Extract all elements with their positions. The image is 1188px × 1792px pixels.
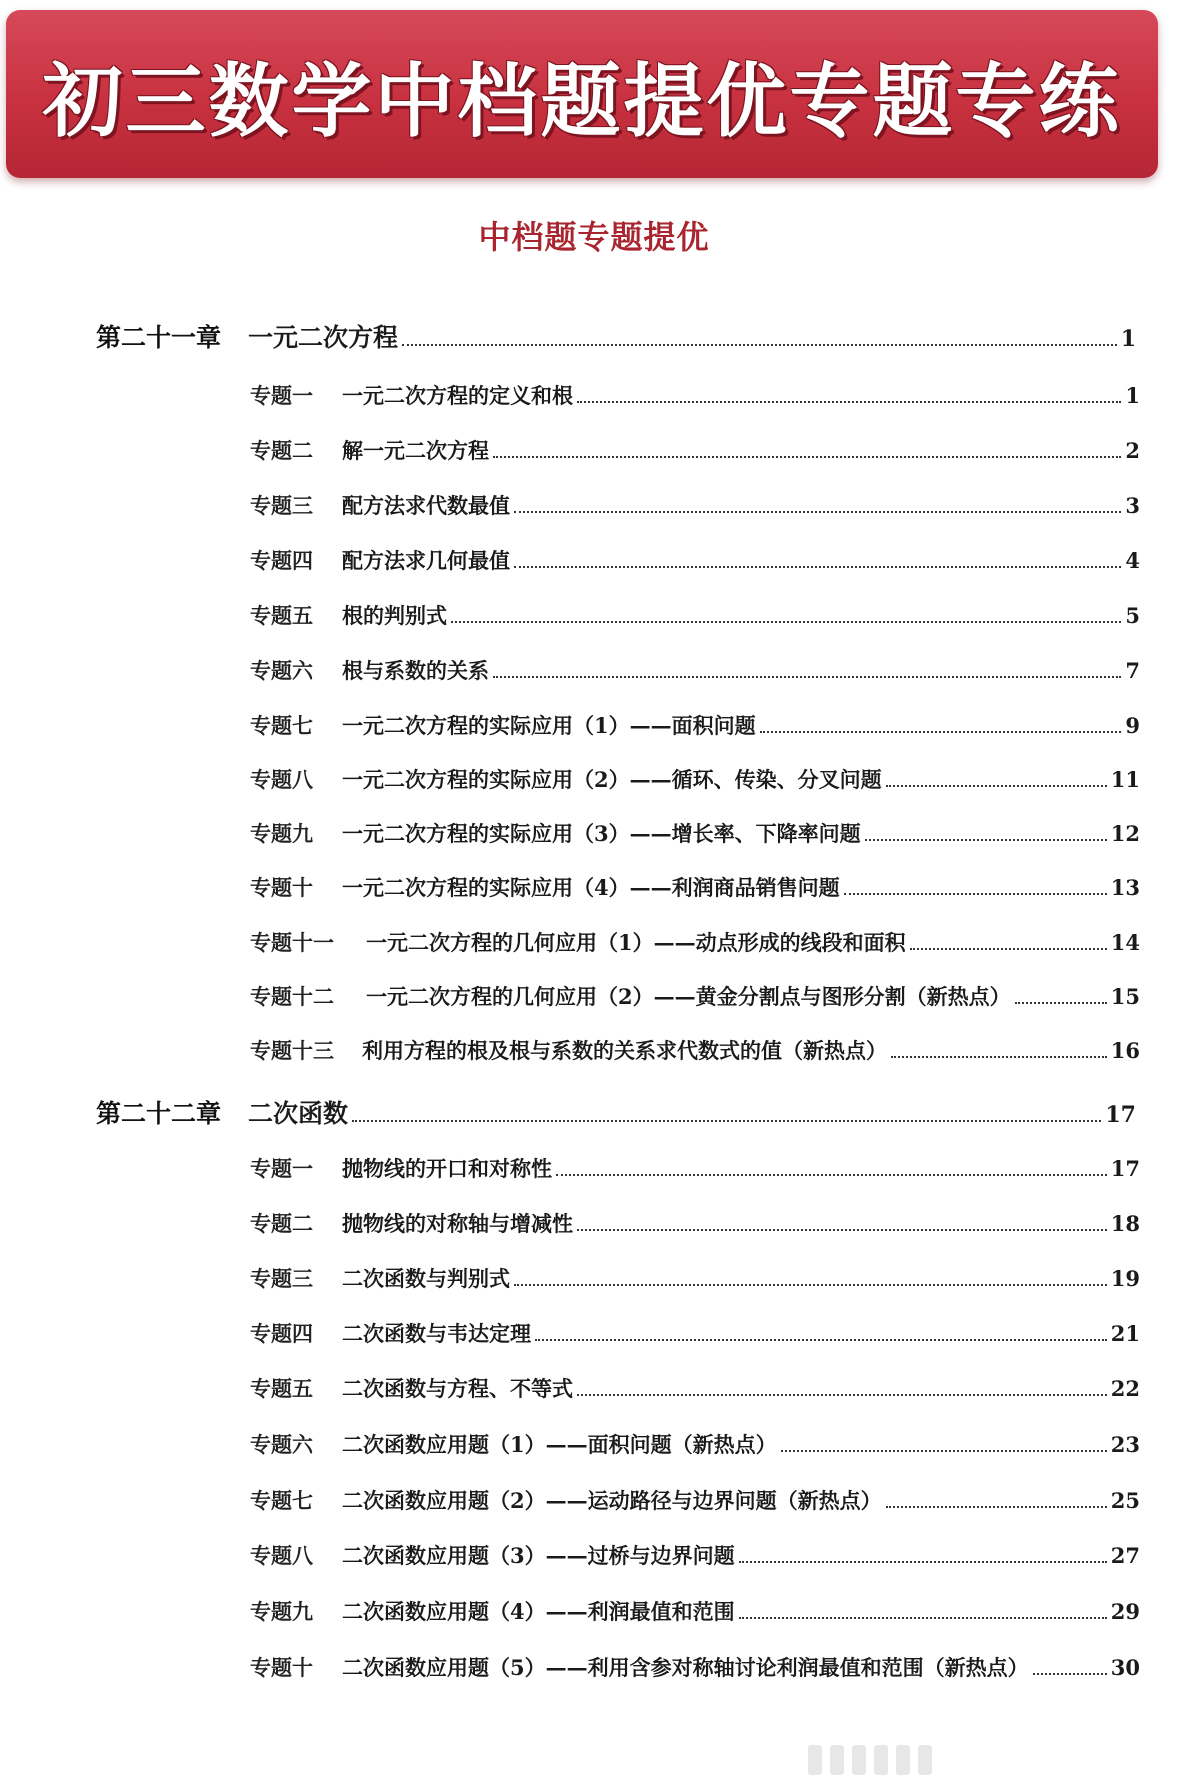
section-title: 一元二次方程的定义和根 [342,383,573,408]
toc-section[interactable] [250,1035,1140,1065]
leader-dots [514,511,1121,513]
toc-section[interactable] [250,1318,1140,1348]
page-number: 15 [1110,984,1140,1009]
page-number: 30 [1110,1655,1140,1680]
leader-dots [781,1450,1107,1452]
leader-dots [451,621,1121,623]
section-title: 二次函数应用题（4）——利润最值和范围 [342,1599,735,1624]
section-title: 利用方程的根及根与系数的关系求代数式的值（新热点） [362,1038,887,1063]
section-title: 抛物线的对称轴与增减性 [342,1211,573,1236]
section-number: 专题十一 [250,930,334,955]
leader-dots [556,1174,1107,1176]
page-number: 4 [1125,548,1140,573]
section-title: 二次函数与判别式 [342,1266,510,1291]
section-title: 根与系数的关系 [342,658,489,683]
section-number: 专题四 [250,548,313,573]
page-number: 1 [1125,383,1140,408]
section-number: 专题三 [250,493,313,518]
leader-dots [493,676,1121,678]
section-title: 一元二次方程的实际应用（2）——循环、传染、分叉问题 [342,767,882,792]
watermark-bar [808,1745,822,1775]
page-number: 13 [1110,875,1140,900]
leader-dots [493,456,1121,458]
section-number: 专题五 [250,603,313,628]
page-number: 23 [1110,1432,1140,1457]
section-number: 专题十二 [250,984,334,1009]
toc-section[interactable] [250,600,1140,630]
toc-section[interactable] [250,872,1140,902]
toc-section[interactable] [250,981,1140,1011]
section-title: 二次函数应用题（3）——过桥与边界问题 [342,1543,735,1568]
section-number: 专题八 [250,767,313,792]
section-title: 一元二次方程的实际应用（1）——面积问题 [342,713,756,738]
leader-dots [577,1394,1107,1396]
chapter-title: 二次函数 [248,1099,349,1128]
leader-dots [891,1056,1107,1058]
toc-section[interactable] [250,1652,1140,1682]
toc-section[interactable] [250,927,1140,957]
toc-section[interactable] [250,710,1140,740]
section-title: 一元二次方程的几何应用（2）——黄金分割点与图形分割（新热点） [366,984,1011,1009]
page-number: 29 [1110,1599,1140,1624]
leader-dots [760,731,1122,733]
toc-section[interactable] [250,818,1140,848]
section-title: 一元二次方程的实际应用（4）——利润商品销售问题 [342,875,840,900]
toc-section[interactable] [250,1263,1140,1293]
page-subtitle: 中档题专题提优 [478,218,710,256]
leader-dots [514,566,1121,568]
section-number: 专题四 [250,1321,313,1346]
banner-title: 初三数学中档题提优专题专练 [42,54,1122,148]
leader-dots [739,1561,1107,1563]
leader-dots [910,948,1107,950]
section-title: 二次函数应用题（1）——面积问题（新热点） [342,1432,777,1457]
chapter-number: 第二十二章 [96,1099,222,1128]
section-title: 抛物线的开口和对称性 [342,1156,552,1181]
section-title: 一元二次方程的几何应用（1）——动点形成的线段和面积 [366,930,906,955]
page-number: 3 [1125,493,1140,518]
toc-section[interactable] [250,655,1140,685]
page-number: 11 [1110,767,1140,792]
leader-dots [535,1339,1107,1341]
section-title: 二次函数与方程、不等式 [342,1376,573,1401]
section-number: 专题三 [250,1266,313,1291]
leader-dots [886,785,1107,787]
toc-section[interactable] [250,1485,1140,1515]
toc-section[interactable] [250,1373,1140,1403]
section-title: 二次函数与韦达定理 [342,1321,531,1346]
leader-dots [739,1617,1107,1619]
toc-chapter-21[interactable] [96,318,1136,354]
page-number: 17 [1105,1102,1136,1128]
section-number: 专题一 [250,383,313,408]
section-number: 专题七 [250,713,313,738]
section-title: 根的判别式 [342,603,447,628]
chapter-number: 第二十一章 [96,323,222,352]
leader-dots [844,893,1107,895]
section-number: 专题一 [250,1156,313,1181]
section-number: 专题七 [250,1488,313,1513]
title-banner [6,10,1158,178]
toc-section[interactable] [250,1208,1140,1238]
watermark-bar [852,1745,866,1775]
toc-section[interactable] [250,764,1140,794]
watermark-bar [874,1745,888,1775]
leader-dots [1015,1002,1107,1004]
watermark-bar [830,1745,844,1775]
watermark-bars [808,1742,1168,1778]
page-number: 14 [1110,930,1140,955]
page-number: 9 [1125,713,1140,738]
toc-section[interactable] [250,545,1140,575]
leader-dots [886,1506,1107,1508]
leader-dots [352,1120,1101,1122]
section-number: 专题九 [250,1599,313,1624]
page-number: 17 [1110,1156,1140,1181]
chapter-title: 一元二次方程 [248,323,399,352]
toc-section[interactable] [250,1540,1140,1570]
section-number: 专题十 [250,1655,313,1680]
leader-dots [514,1284,1107,1286]
leader-dots [1033,1673,1107,1675]
toc-section[interactable] [250,490,1140,520]
toc-section[interactable] [250,1429,1140,1459]
page-number: 12 [1110,821,1140,846]
section-number: 专题八 [250,1543,313,1568]
leader-dots [577,401,1121,403]
section-title: 一元二次方程的实际应用（3）——增长率、下降率问题 [342,821,861,846]
page-number: 18 [1110,1211,1140,1236]
section-number: 专题六 [250,1432,313,1457]
watermark-bar [918,1745,932,1775]
section-number: 专题十 [250,875,313,900]
page-number: 5 [1125,603,1140,628]
section-number: 专题十三 [250,1038,334,1063]
page-number: 16 [1110,1038,1140,1063]
section-title: 解一元二次方程 [342,438,489,463]
page-number: 25 [1110,1488,1140,1513]
toc-section[interactable] [250,1596,1140,1626]
toc-section[interactable] [250,435,1140,465]
section-number: 专题九 [250,821,313,846]
section-number: 专题六 [250,658,313,683]
section-number: 专题二 [250,438,313,463]
section-title: 配方法求代数最值 [342,493,510,518]
toc-chapter-22[interactable] [96,1094,1136,1130]
section-number: 专题五 [250,1376,313,1401]
leader-dots [402,344,1117,346]
page-number: 21 [1110,1321,1140,1346]
page-number: 22 [1110,1376,1140,1401]
leader-dots [865,839,1107,841]
page-number: 2 [1125,438,1140,463]
toc-section[interactable] [250,380,1140,410]
leader-dots [577,1229,1107,1231]
section-title: 二次函数应用题（5）——利用含参对称轴讨论利润最值和范围（新热点） [342,1655,1029,1680]
section-number: 专题二 [250,1211,313,1236]
page-number: 27 [1110,1543,1140,1568]
page-number: 1 [1120,326,1136,352]
section-title: 配方法求几何最值 [342,548,510,573]
watermark-bar [896,1745,910,1775]
page-number: 7 [1125,658,1140,683]
toc-section[interactable] [250,1153,1140,1183]
page-number: 19 [1110,1266,1140,1291]
section-title: 二次函数应用题（2）——运动路径与边界问题（新热点） [342,1488,882,1513]
